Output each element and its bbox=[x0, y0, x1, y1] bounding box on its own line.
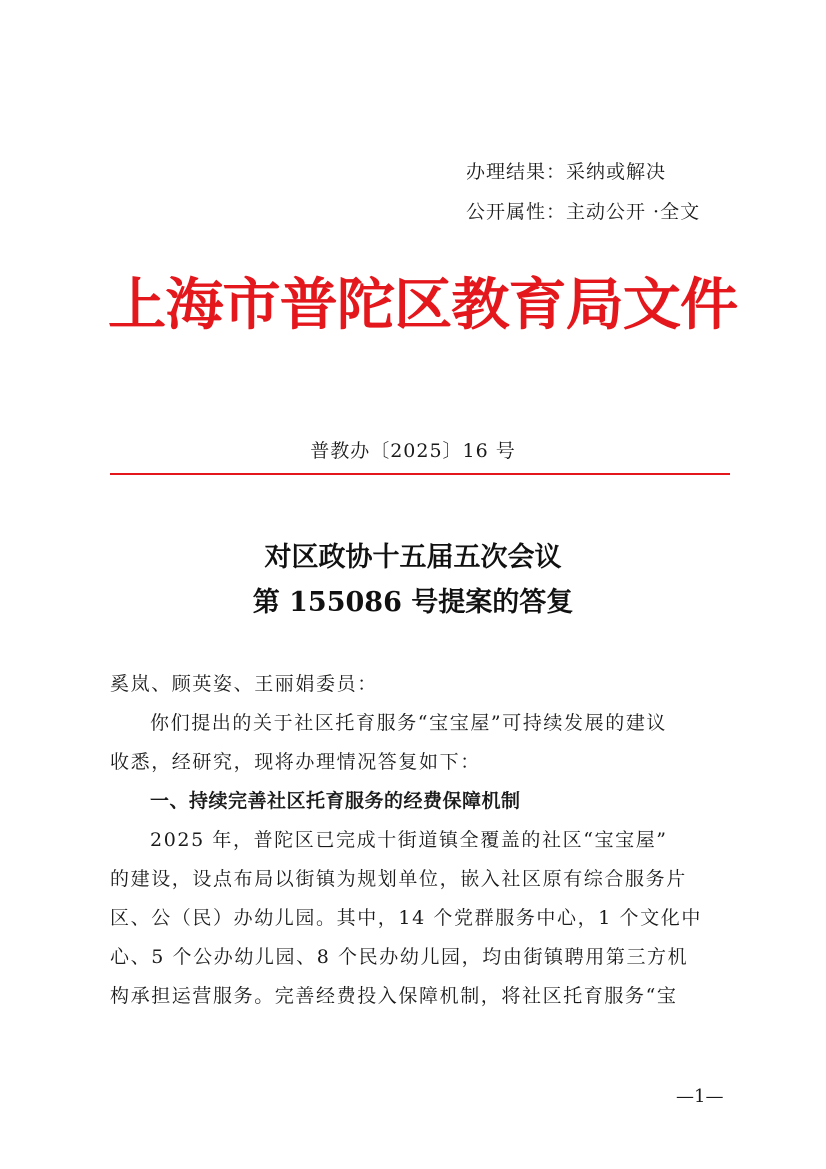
section-heading: 一、持续完善社区托育服务的经费保障机制 bbox=[150, 790, 521, 812]
intro-line: 你们提出的关于社区托育服务“宝宝屋”可持续发展的建议 bbox=[150, 712, 668, 734]
paragraph-line: 2025 年，普陀区已完成十街道镇全覆盖的社区“宝宝屋” bbox=[150, 829, 668, 851]
paragraph-line: 构承担运营服务。完善经费投入保障机制，将社区托育服务“宝 bbox=[110, 985, 678, 1007]
salutation: 奚岚、顾英姿、王丽娟委员： bbox=[110, 673, 378, 695]
red-divider bbox=[110, 473, 730, 475]
paragraph-line: 区、公（民）办幼儿园。其中，14 个党群服务中心，1 个文化中 bbox=[110, 907, 702, 929]
intro-line: 收悉，经研究，现将办理情况答复如下： bbox=[110, 751, 481, 773]
disclosure-attribute: 公开属性：主动公开 ·全文 bbox=[466, 201, 701, 223]
issuer-header: 上海市普陀区教育局文件 bbox=[108, 272, 738, 338]
page-number: —1— bbox=[676, 1086, 724, 1107]
document-number: 普教办〔2025〕16 号 bbox=[310, 440, 516, 462]
document-title-line2: 第 155086 号提案的答复 bbox=[252, 587, 574, 618]
document-title-line1: 对区政协十五届五次会议 bbox=[264, 542, 562, 573]
handling-result: 办理结果：采纳或解决 bbox=[466, 161, 667, 183]
paragraph-line: 的建设，设点布局以街镇为规划单位，嵌入社区原有综合服务片 bbox=[110, 868, 687, 890]
paragraph-line: 心、5 个公办幼儿园、8 个民办幼儿园，均由街镇聘用第三方机 bbox=[110, 946, 689, 968]
